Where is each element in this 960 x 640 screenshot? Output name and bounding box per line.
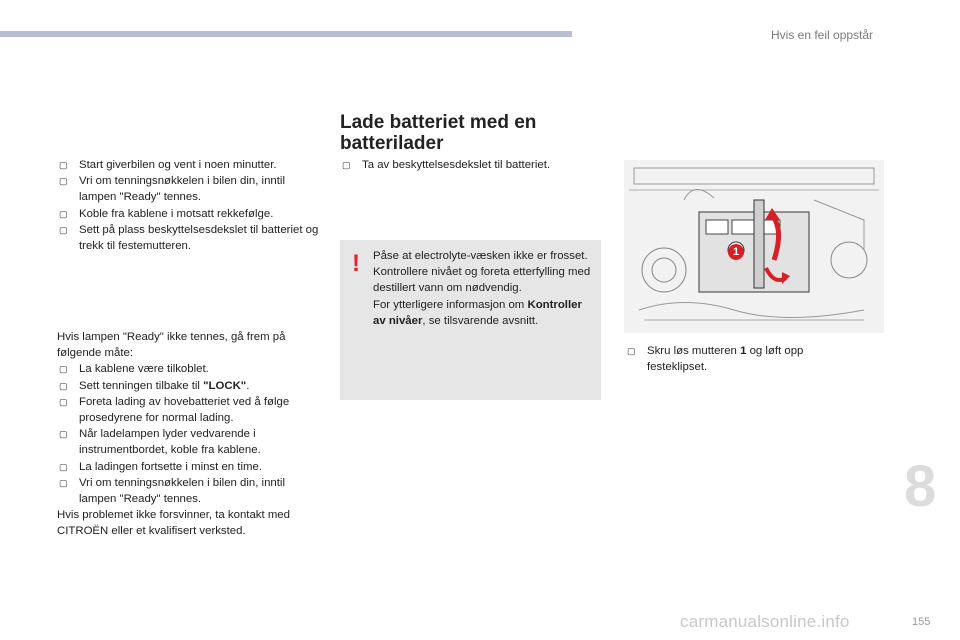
intro-text: Hvis lampen "Ready" ikke tennes, gå frem på følgende måte:: [57, 331, 286, 360]
bullet-icon: ▢: [59, 429, 68, 440]
list-item: ▢ La kablene være tilkoblet.: [57, 361, 319, 377]
chapter-number: 8: [904, 454, 937, 519]
bullet-icon: ▢: [627, 346, 636, 356]
header-bar: [0, 31, 572, 37]
bullet-icon: ▢: [342, 160, 351, 170]
list-item: ▢ Når ladelampen lyder vedvarende i instrumentbordet, koble fra kablene.: [59, 428, 261, 457]
bullet-icon: ▢: [59, 176, 68, 187]
list-item: ▢ Koble fra kablene i motsatt rekkefølge.: [57, 206, 319, 222]
bullet-icon: ▢: [59, 364, 68, 375]
bullet-icon: ▢: [59, 477, 68, 488]
page-number: 155: [912, 616, 931, 628]
outro-text: Hvis problemet ikke forsvinner, ta kontakt med CITROËN eller et kvalifisert verksted.: [57, 509, 290, 538]
bullet-icon: ▢: [59, 396, 68, 407]
list-item: ▢ Ta av beskyttelsesdekslet til batteriet.: [340, 157, 600, 173]
bullet-icon: ▢: [59, 380, 68, 391]
bullet-icon: ▢: [59, 208, 68, 219]
jumpstart-steps: [57, 157, 319, 254]
list-item: ▢ Vri om tenningsnøkkelen i bilen din, inntil lampen "Ready" tennes.: [59, 175, 285, 204]
warning-text: Påse at electrolyte-væsken ikke er frosset. Kontrollere nivået og foreta etterfylling med destillert vann om nødvendig. For ytterligere informasjon om Kontroller av nivåer, se tilsvarende avsnitt.: [373, 250, 591, 327]
list-item: ▢ Sett på plass beskyttelsesdekslet til batteriet og trekk til festemutteren.: [59, 223, 319, 253]
list-item: ▢ Skru løs mutteren 1 og løft opp festeklipset.: [627, 345, 804, 374]
troubleshoot-steps: [57, 329, 319, 540]
list-item: ▢ Start giverbilen og vent i noen minutter.: [57, 157, 319, 173]
watermark: carmanualsonline.info: [680, 612, 850, 631]
list-item: ▢ Sett tenningen tilbake til "LOCK".: [57, 378, 319, 394]
list-item: ▢ Foreta lading av hovebatteriet ved å følge prosedyrene for normal lading.: [59, 395, 290, 425]
page-heading: Lade batteriet med en batterilader: [340, 112, 537, 154]
section-title: Hvis en feil oppstår: [771, 28, 874, 42]
warning-box: [340, 240, 601, 400]
bullet-icon: ▢: [59, 461, 68, 472]
bullet-icon: ▢: [59, 160, 68, 170]
battery-illustration: [624, 160, 884, 333]
list-item: ▢ La ladingen fortsette i minst en time.: [57, 459, 319, 475]
bullet-icon: ▢: [59, 224, 68, 235]
warning-icon: !: [352, 250, 360, 277]
list-item: ▢ Vri om tenningsnøkkelen i bilen din, inntil lampen "Ready" tennes.: [59, 476, 285, 506]
engine-bay-drawing: [624, 160, 884, 333]
callout-1-badge: 1: [728, 244, 744, 260]
